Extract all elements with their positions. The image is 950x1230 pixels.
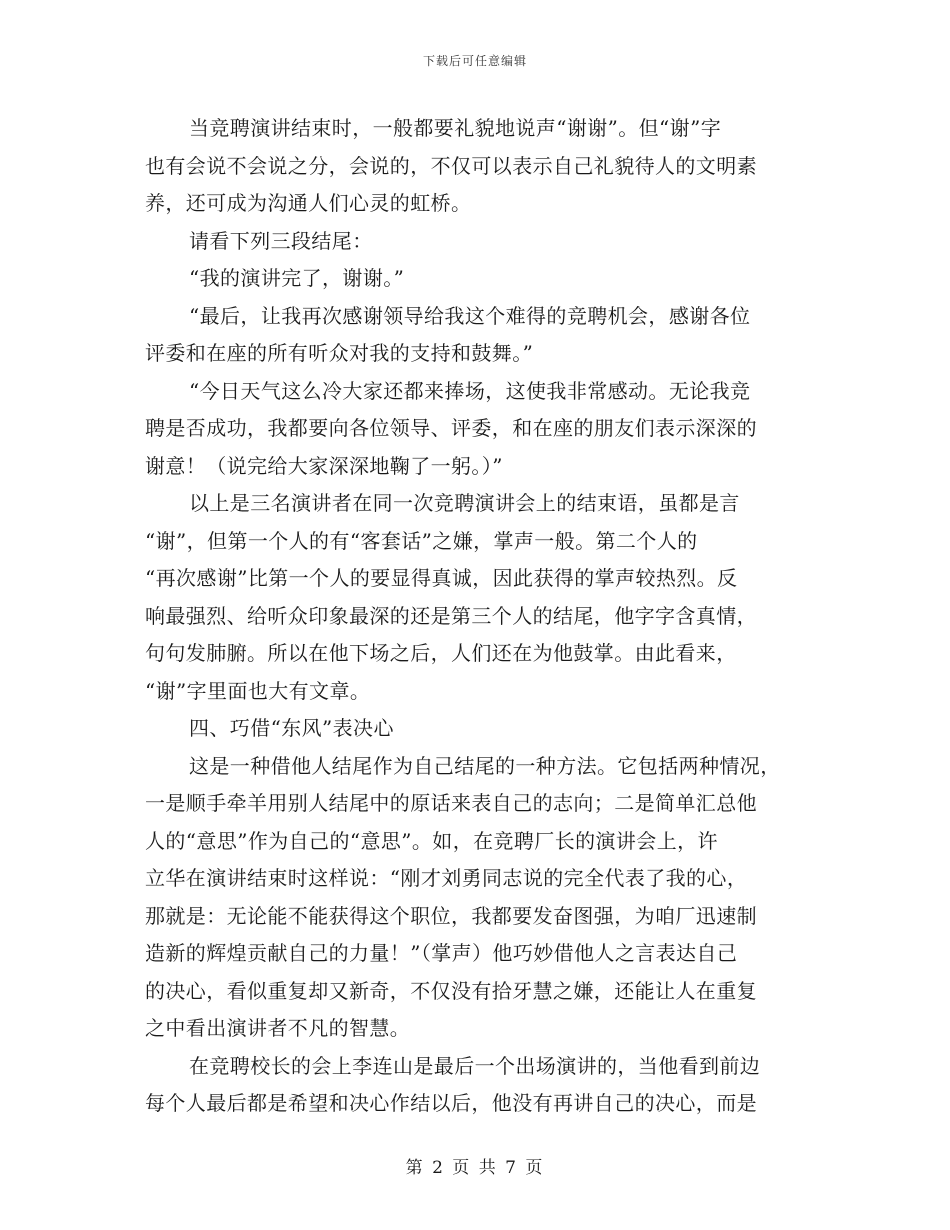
- page-footer: 第 2 页 共 7 页: [405, 1158, 545, 1178]
- text-line: 响最强烈、给听众印象最深的还是第三个人的结尾，他字字含真情，: [145, 603, 757, 628]
- text-line: 人的“意思”作为自己的“意思”。如，在竞聘厂长的演讲会上，许: [145, 828, 718, 853]
- text-line: 造新的辉煌贡献自己的力量！”（掌声）他巧妙借他人之言表达自己: [145, 941, 738, 965]
- text-line: 这是一种借他人结尾作为自己结尾的一种方法。它包括两种情况，: [189, 753, 781, 778]
- text-line: 在竞聘校长的会上李连山是最后一个出场演讲的，当他看到前边: [189, 1053, 761, 1078]
- text-line: “最后，让我再次感谢领导给我这个难得的竞聘机会，感谢各位: [189, 303, 751, 328]
- text-line: “再次感谢”比第一个人的要显得真诚，因此获得的掌声较热烈。反: [145, 566, 738, 590]
- text-line: 请看下列三段结尾：: [189, 228, 373, 253]
- text-line: 当竞聘演讲结束时，一般都要礼貌地说声“谢谢”。但“谢”字: [189, 116, 722, 140]
- text-line: 养，还可成为沟通人们心灵的虹桥。: [145, 191, 472, 215]
- text-line: 句句发肺腑。所以在他下场之后，人们还在为他鼓掌。由此看来，: [145, 641, 737, 665]
- text-line: 以上是三名演讲者在同一次竞聘演讲会上的结束语，虽都是言: [189, 491, 740, 515]
- document-body: [145, 110, 805, 1123]
- text-line: 聘是否成功，我都要向各位领导、评委，和在座的朋友们表示深深的: [145, 416, 757, 440]
- text-line: 四、巧借“东风”表决心: [189, 716, 394, 740]
- text-line: “谢”字里面也大有文章。: [145, 678, 371, 703]
- text-line: 之中看出演讲者不凡的智慧。: [145, 1016, 411, 1040]
- page-header: 下载后可任意编辑: [422, 54, 527, 68]
- text-line: “谢”，但第一个人的有“客套话”之嫌，掌声一般。第二个人的: [145, 528, 698, 553]
- text-line: 也有会说不会说之分，会说的，不仅可以表示自己礼貌待人的文明素: [145, 153, 757, 178]
- text-line: 评委和在座的所有听众对我的支持和鼓舞。”: [145, 341, 534, 365]
- text-line: 那就是：无论能不能获得这个职位，我都要发奋图强，为咱厂迅速制: [145, 903, 757, 928]
- text-line: 谢意！（说完给大家深深地鞠了一躬。）”: [145, 453, 503, 478]
- text-line: 每个人最后都是希望和决心作结以后，他没有再讲自己的决心，而是: [145, 1091, 757, 1115]
- text-line: 一是顺手牵羊用别人结尾中的原话来表自己的志向；二是简单汇总他: [145, 791, 757, 815]
- text-line: 的决心，看似重复却又新奇，不仅没有拾牙慧之嫌，还能让人在重复: [145, 978, 757, 1003]
- text-line: “今日天气这么冷大家还都来捧场，这使我非常感动。无论我竞: [189, 378, 751, 403]
- text-line: “我的演讲完了，谢谢。”: [189, 266, 405, 290]
- text-line: 立华在演讲结束时这样说：“刚才刘勇同志说的完全代表了我的心，: [145, 866, 748, 890]
